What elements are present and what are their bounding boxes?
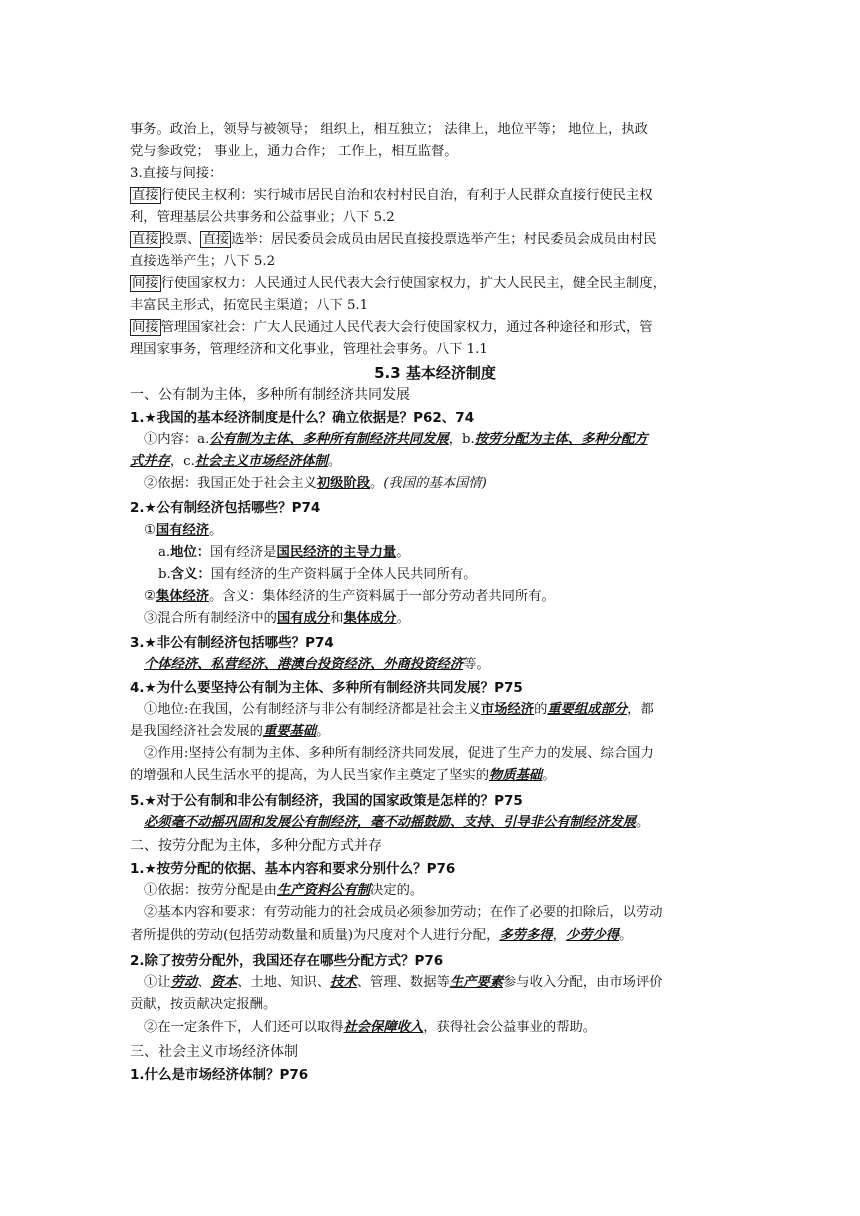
key-term: 集体成分 xyxy=(343,611,397,626)
text-span: 。 xyxy=(396,611,410,626)
text-span: 1.★我国的基本经济制度是什么？确立依据是？P62、74 xyxy=(130,410,475,426)
text-span: ，都 xyxy=(627,702,654,717)
text-span: 一、公有制为主体，多种所有制经济共同发展 xyxy=(130,387,410,403)
question-heading xyxy=(130,498,320,518)
body-line xyxy=(130,230,657,250)
text-span: 。 xyxy=(635,815,650,830)
text-span: b. xyxy=(158,567,171,582)
body-line xyxy=(158,543,410,563)
text-span: 的 xyxy=(534,702,548,717)
key-term: 按劳分配为主体、多种分配方 xyxy=(474,432,648,447)
key-term: 公有制为主体、多种所有制经济共同发展 xyxy=(209,432,449,447)
text-span: 是我国经济社会发展的 xyxy=(130,724,263,739)
key-term: 重要基础 xyxy=(262,724,317,739)
body-line xyxy=(144,881,423,901)
key-term: 社会保障收入 xyxy=(343,1020,424,1035)
boxed-keyword: 间接 xyxy=(132,320,159,335)
body-line xyxy=(144,744,654,764)
text-span: ，获得社会公益事业的帮助。 xyxy=(423,1020,597,1035)
key-term: 市场经济 xyxy=(480,702,535,717)
text-span: 党与参政党； 事业上，通力合作； 工作上，相互监督。 xyxy=(130,144,458,159)
italic-note: (我国的基本国情) xyxy=(383,476,487,491)
text-span: 国有经济是 xyxy=(210,545,277,560)
text-span: ② xyxy=(144,589,156,604)
section-heading xyxy=(130,1042,298,1062)
question-heading xyxy=(130,859,455,879)
key-term: 国有经济 xyxy=(155,523,210,538)
key-term: 生产要素 xyxy=(449,975,504,990)
key-term: 少劳少得 xyxy=(565,928,620,943)
text-span: 参与收入分配，由市场评价 xyxy=(503,975,663,990)
section-title xyxy=(130,363,740,383)
body-line xyxy=(130,274,666,294)
body-line xyxy=(130,142,458,162)
body-line xyxy=(130,766,556,786)
body-line xyxy=(144,474,487,494)
text-span: ①地位:在我国，公有制经济与非公有制经济都是社会主义 xyxy=(144,702,481,717)
section-heading xyxy=(130,385,410,405)
body-line xyxy=(130,340,488,360)
text-span: 3.直接与间接： xyxy=(130,166,223,181)
text-span: 利，管理基层公共事务和公益事业；八下 5.2 xyxy=(130,210,395,225)
body-line xyxy=(144,813,649,833)
text-span: 者所提供的劳动(包括劳动数量和质量)为尺度对个人进行分配， xyxy=(130,928,500,943)
text-span: 、 xyxy=(197,975,211,990)
key-term: 国有成分 xyxy=(276,611,331,626)
text-span: 。 xyxy=(370,476,384,491)
body-line xyxy=(144,1018,596,1038)
key-term: 式并存 xyxy=(130,454,170,469)
text-span: 行使民主权利：实行城市居民自治和农村村民自治，有利于人民群众直接行使民主权 xyxy=(160,188,653,203)
text-span: ②基本内容和要求：有劳动能力的社会成员必须参加劳动；在作了必要的扣除后，以劳动 xyxy=(144,905,663,920)
text-span: 管理国家社会：广大人民通过人民代表大会行使国家权力，通过各种途径和形式，管 xyxy=(160,320,653,335)
body-line xyxy=(130,164,222,184)
text-span: 直接选举产生；八下 5.2 xyxy=(130,254,276,269)
body-line xyxy=(144,587,555,607)
key-term: 社会主义市场经济体制 xyxy=(194,454,328,469)
body-line xyxy=(144,430,648,450)
body-line xyxy=(130,722,329,742)
text-span: 事务。政治上，领导与被领导； 组织上，相互独立； 法律上，地位平等； 地位上，执政 xyxy=(130,122,648,137)
text-span: 。 xyxy=(619,928,633,943)
text-span: ①让 xyxy=(144,975,171,990)
text-span: 和 xyxy=(330,611,344,626)
key-term: 初级阶段 xyxy=(316,476,371,491)
text-span: 贡献，按贡献决定报酬。 xyxy=(130,997,277,1012)
text-span: 4.★为什么要坚持公有制为主体、多种所有制经济共同发展？P75 xyxy=(130,680,523,696)
text-span: 5.3 基本经济制度 xyxy=(374,364,496,382)
text-span: 国有经济的生产资料属于全体人民共同所有。 xyxy=(210,567,477,582)
bold-label: 地位： xyxy=(170,545,211,560)
key-term: 国民经济的主导力量 xyxy=(276,545,397,560)
key-term: 资本 xyxy=(210,975,238,990)
text-span: 决定的。 xyxy=(370,883,424,898)
text-span: 、土地、知识、 xyxy=(237,975,331,990)
text-span: 的增强和人民生活水平的提高，为人民当家作主奠定了坚实的 xyxy=(130,768,490,783)
key-term: 物质基础 xyxy=(489,768,543,783)
text-span: 三、社会主义市场经济体制 xyxy=(130,1044,298,1060)
body-line xyxy=(144,700,654,720)
text-span: 2.★公有制经济包括哪些？P74 xyxy=(130,500,321,516)
boxed-keyword: 间接 xyxy=(132,276,159,291)
text-span: 1.★按劳分配的依据、基本内容和要求分别什么？P76 xyxy=(130,861,456,877)
text-span: ①内容：a. xyxy=(144,432,210,447)
boxed-keyword: 直接 xyxy=(132,232,159,247)
text-span: ③混合所有制经济中的 xyxy=(144,611,277,626)
body-line xyxy=(130,252,275,272)
text-span: 。 xyxy=(396,545,410,560)
section-heading xyxy=(130,836,382,856)
text-span: 二、按劳分配为主体，多种分配方式并存 xyxy=(130,838,382,854)
body-line xyxy=(144,973,663,993)
text-span: 1.什么是市场经济体制？P76 xyxy=(130,1067,309,1083)
key-term: 个体经济、私营经济、港澳台投资经济、外商投资经济 xyxy=(144,657,464,672)
text-span: 3.★非公有制经济包括哪些？P74 xyxy=(130,635,334,651)
text-span: 等。 xyxy=(463,657,490,672)
key-term: 多劳多得 xyxy=(499,928,553,943)
question-heading xyxy=(130,678,523,698)
body-line xyxy=(144,609,410,629)
key-term: 必须毫不动摇巩固和发展公有制经济，毫不动摇鼓励、支持、引导非公有制经济发展 xyxy=(144,815,636,830)
key-term: 重要组成部分 xyxy=(547,702,628,717)
text-span: 丰富民主形式，拓宽民主渠道；八下 5.1 xyxy=(130,298,369,313)
text-span: ①依据：按劳分配是由 xyxy=(144,883,277,898)
text-span: ②依据：我国正处于社会主义 xyxy=(144,476,317,491)
boxed-keyword: 直接 xyxy=(202,232,230,247)
body-line xyxy=(130,452,341,472)
text-span: ②在一定条件下，人们还可以取得 xyxy=(144,1020,344,1035)
text-span: 行使国家权力：人民通过人民代表大会行使国家权力，扩大人民民主，健全民主制度， xyxy=(160,276,666,291)
question-heading xyxy=(130,1065,308,1085)
text-span: 。 xyxy=(327,454,342,469)
body-line xyxy=(158,565,477,585)
body-line xyxy=(144,521,222,541)
text-span: 、管理、数据等 xyxy=(356,975,450,990)
key-term: 劳动 xyxy=(170,975,198,990)
body-line xyxy=(130,995,276,1015)
text-span: ， xyxy=(552,928,566,943)
text-span: 选举：居民委员会成员由居民直接投票选举产生；村民委员会成员由村民 xyxy=(231,232,657,247)
text-span: 。 xyxy=(316,724,330,739)
body-line xyxy=(130,208,395,228)
text-span: ① xyxy=(144,523,156,538)
body-line xyxy=(144,655,490,675)
bold-label: 含义： xyxy=(170,567,211,582)
body-line xyxy=(130,318,653,338)
text-span: 。含义：集体经济的生产资料属于一部分劳动者共同所有。 xyxy=(209,589,555,604)
text-span: ，b. xyxy=(448,432,475,447)
key-term: 生产资料公有制 xyxy=(276,883,371,898)
text-span: 。 xyxy=(542,768,556,783)
body-line xyxy=(144,903,663,923)
body-line xyxy=(130,926,632,946)
boxed-keyword: 直接 xyxy=(132,188,159,203)
body-line xyxy=(130,186,653,206)
text-span: a. xyxy=(158,545,171,560)
body-line xyxy=(130,120,648,140)
question-heading xyxy=(130,951,443,971)
text-span: 2.除了按劳分配外，我国还存在哪些分配方式？P76 xyxy=(130,953,444,969)
text-span: 。 xyxy=(209,523,223,538)
question-heading xyxy=(130,408,474,428)
body-line xyxy=(130,296,368,316)
text-span: 理国家事务，管理经济和文化事业，管理社会事务。八下 1.1 xyxy=(130,342,488,357)
question-heading xyxy=(130,633,334,653)
text-span: ②作用:坚持公有制为主体、多种所有制经济共同发展，促进了生产力的发展、综合国力 xyxy=(144,746,654,761)
text-span: 5.★对于公有制和非公有制经济，我国的国家政策是怎样的？P75 xyxy=(130,793,523,809)
text-span: 投票、 xyxy=(160,232,201,247)
key-term: 集体经济 xyxy=(155,589,210,604)
key-term: 技术 xyxy=(330,975,357,990)
text-span: ，c. xyxy=(169,454,195,469)
question-heading xyxy=(130,791,523,811)
